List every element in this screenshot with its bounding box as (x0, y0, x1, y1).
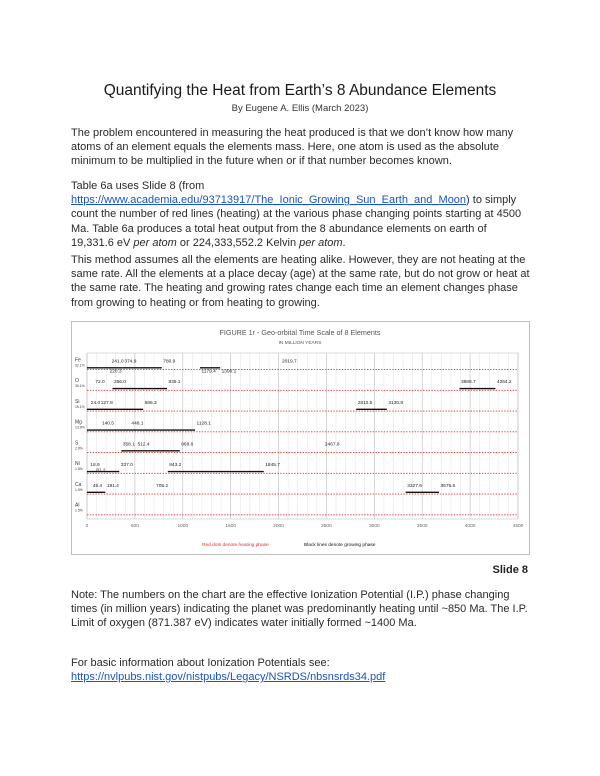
phase-value-label: 2810.5 (357, 400, 373, 406)
element-percent-label: 15.1% (75, 404, 85, 409)
phase-value-label: 3888.7 (460, 380, 476, 386)
element-percent-label: 32.1% (75, 363, 85, 368)
legend-heating: Red dots denote heating phase (202, 543, 269, 548)
method-text-prefix: Table 6a uses Slide 8 (from (71, 180, 205, 192)
x-tick-label: 2000 (273, 524, 284, 529)
x-tick-label: 2500 (321, 524, 332, 529)
method-paragraph (71, 179, 531, 250)
x-tick-label: 4500 (512, 524, 524, 529)
method-text-mid: ) to simply count the number of red lines (heating) at the various phase changing points starting at 4500 Ma. Table 6a produces a total heat output from the 8 abundance elements on earth of 19,331.6 eV (71, 194, 522, 249)
phase-value-label: 45.4 (92, 483, 103, 489)
phase-value-label: 3675.5 (440, 483, 456, 489)
element-name-label: Al (75, 502, 80, 509)
phase-value-label: 18.9 (90, 463, 100, 469)
phase-value-label: 586.3 (144, 400, 157, 406)
element-percent-label: 1.5% (75, 508, 83, 513)
phase-value-label: 780.9 (163, 359, 176, 365)
phase-value-label: 374.9 (124, 359, 137, 365)
legend-growing: Black lines denote growing phase (304, 543, 376, 548)
phase-value-label: 81.2 (96, 468, 106, 474)
phase-value-label: 1845.7 (265, 463, 280, 469)
phase-value-label: 835.1 (168, 380, 181, 386)
assumption-paragraph: This method assumes all the elements are heating alike. However, they are not heating at the same rate. All the elements at a place decay (age) at the same rate, but do not grow or heat at the same rate. The heating and growing rates change each time an element changes phase from growing to heating or from heating to growing. (71, 254, 530, 309)
x-tick-label: 0 (85, 524, 89, 529)
element-name-label: O (75, 378, 79, 385)
element-percent-label: 30.1% (75, 384, 85, 389)
phase-value-label: 843.2 (169, 463, 182, 469)
phase-value-label: 512.4 (137, 442, 150, 448)
intro-paragraph: The problem encountered in measuring the heat produced is that we don’t know how many atoms of an element equals the elements mass. Here, one atom is used as the absolute minimum to be multiplied in the future when or if that number becomes known. (71, 127, 514, 168)
element-percent-label: 1.5% (75, 487, 83, 492)
x-tick-label: 4000 (464, 524, 476, 529)
element-name-label: Fe (75, 357, 81, 364)
element-name-label: S (75, 440, 79, 447)
phase-value-label: 140.5 (101, 421, 114, 427)
phase-value-label: 448.1 (131, 421, 144, 427)
x-tick-label: 500 (130, 524, 139, 529)
x-tick-label: 1000 (177, 524, 189, 529)
per-atom-emphasis-2: per atom (299, 236, 343, 249)
element-percent-label: 13.9% (75, 425, 85, 430)
reference-paragraph (71, 656, 531, 684)
chart-title: FIGURE 1r - Geo-orbital Time Scale of 8 Elements (219, 328, 381, 337)
x-tick-label: 3500 (416, 524, 428, 529)
page-title: Quantifying the Heat from Earth’s 8 Abundance Elements (103, 82, 497, 99)
phase-value-label: 4264.2 (496, 380, 512, 386)
method-text-mid2: or 224,333,552.2 Kelvin (176, 236, 300, 249)
phase-value-label: 241.0 (111, 359, 124, 365)
note-paragraph: Note: The numbers on the chart are the effective Ionization Potential (I.P.) phase changing times (in million years) indicating the planet was predominantly heating until ~850 Ma. The I.P. Limit of oxygen (871.387 eV) indicates water initially formed ~1400 Ma. (71, 589, 528, 630)
element-name-label: Ca (75, 481, 82, 488)
phase-value-label: 1179.4 (201, 369, 216, 375)
method-text-end: . (342, 236, 346, 249)
phase-value-label: 1128.1 (196, 421, 211, 427)
phase-value-label: 2019.7 (281, 359, 297, 365)
element-name-label: Si (75, 398, 80, 405)
slide-label: Slide 8 (492, 564, 528, 576)
phase-value-label: 337.0 (120, 463, 133, 469)
timeline-chart (72, 322, 529, 554)
nist-link[interactable]: https://nvlpubs.nist.gov/nistpubs/Legacy/NSRDS/nbsnsrds34.pdf (71, 671, 386, 684)
phase-value-label: 358.1 (122, 442, 135, 448)
phase-value-label: 3130.8 (388, 400, 404, 406)
phase-value-label: 191.4 (106, 483, 119, 489)
phase-value-label: 266.0 (113, 380, 126, 386)
byline: By Eugene A. Ellis (March 2023) (231, 103, 369, 114)
x-tick-label: 3000 (368, 524, 380, 529)
phase-value-label: 705.2 (156, 483, 169, 489)
phase-value-label: 127.8 (100, 400, 113, 406)
phase-value-label: 24.0 (90, 400, 101, 406)
phase-value-label: 72.0 (95, 380, 105, 386)
per-atom-emphasis: per atom (133, 236, 177, 249)
chart-frame (71, 321, 530, 555)
element-name-label: Ni (75, 461, 80, 468)
phase-value-label: 1390.1 (221, 369, 237, 375)
phase-value-label: 968.6 (181, 442, 194, 448)
reference-text: For basic information about Ionization Potentials see: (71, 657, 330, 669)
academia-link[interactable]: https://www.academia.edu/93713917/The_Ionic_Growing_Sun_Earth_and_Moon (71, 194, 467, 207)
element-percent-label: 1.8% (75, 467, 83, 472)
chart-subtitle: IN MILLION YEARS (278, 341, 322, 346)
phase-value-label: 3327.6 (407, 483, 422, 489)
element-percent-label: 2.9% (75, 446, 83, 451)
phase-value-label: 2467.8 (324, 442, 340, 448)
x-tick-label: 1500 (225, 524, 237, 529)
element-name-label: Mg (75, 419, 82, 426)
phase-value-label: 220.3 (109, 369, 122, 375)
